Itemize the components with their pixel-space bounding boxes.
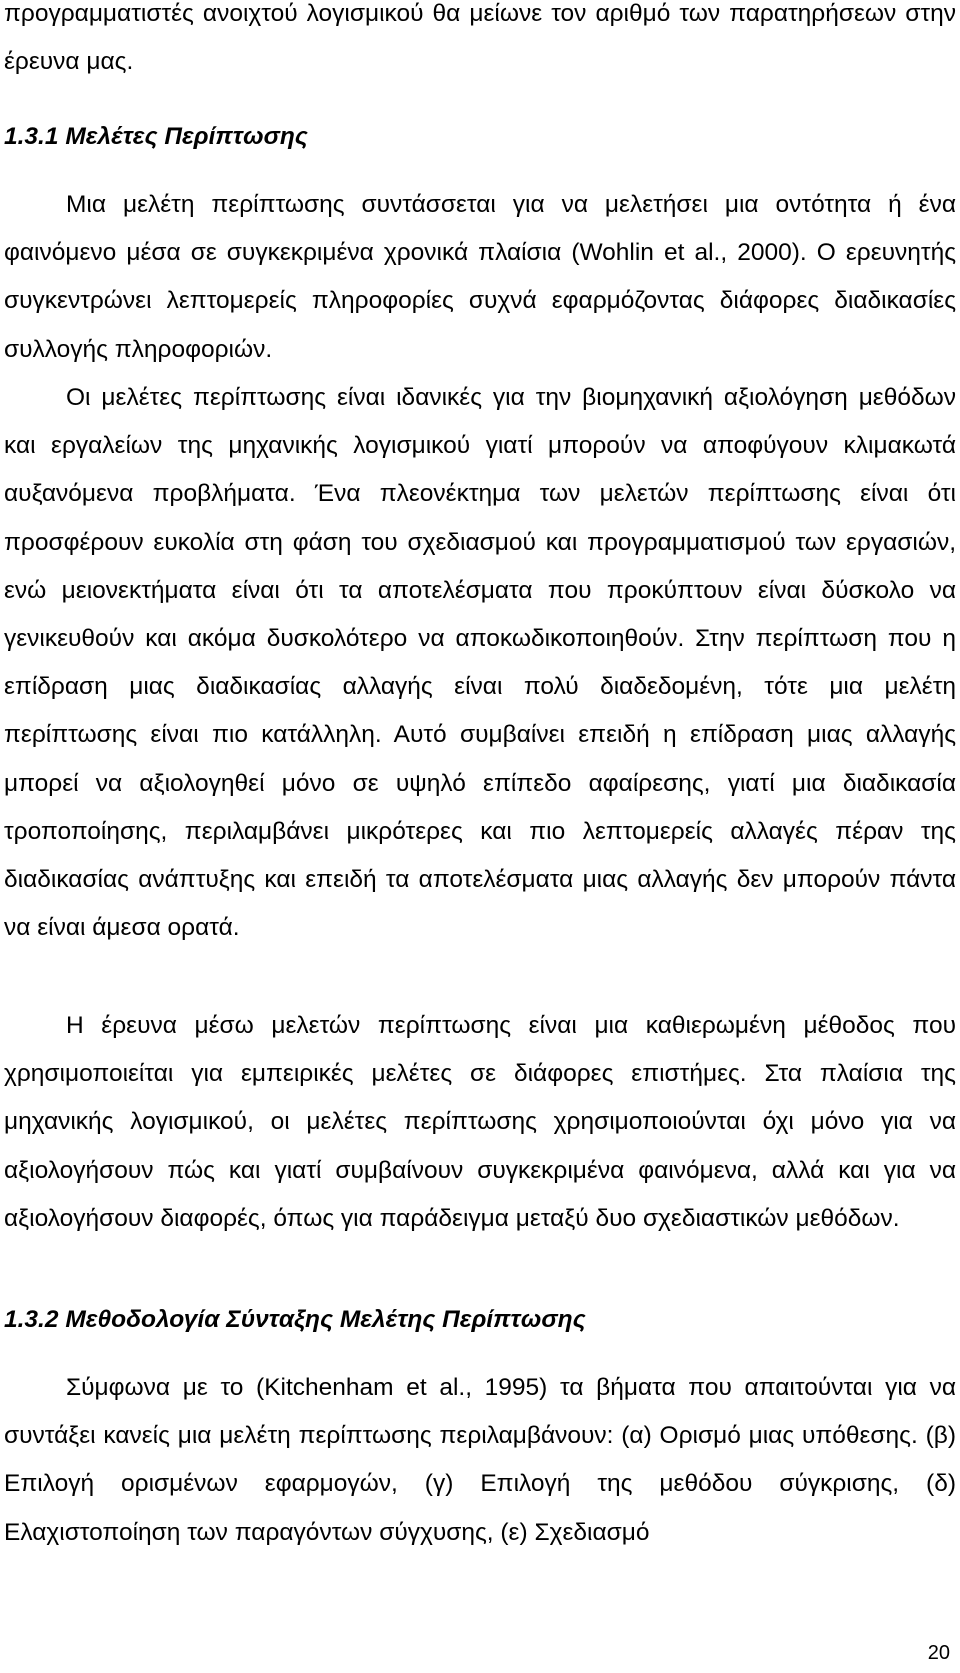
paragraph-case-study-advantages: Οι μελέτες περίπτωσης είναι ιδανικές για την βιομηχανική αξιολόγηση μεθόδων και εργαλείων της μηχανικής λογισμικού γιατί μπορούν να αποφύγουν κλιμακωτά αυξανόμενα προβλήματα. Ένα πλεονέκτημα των μελετών περίπτωσης είναι ότι προσφέρουν ευκολία στη φάση του σχεδιασμού και προγραμματισμού των εργασιών, ενώ μειονεκτήματα είναι ότι τα αποτελέσματα που προκύπτουν είναι δύσκολο να γενικευθούν και ακόμα δυσκολότερο να αποκωδικοποιηθούν. Στην περίπτωση που η επίδραση μιας διαδικασίας αλλαγής είναι πολύ διαδεδομένη, τότε μια μελέτη περίπτωσης είναι πιο κατάλληλη. Αυτό συμβαίνει επειδή η επίδραση μιας αλλαγής μπορεί να αξιολογηθεί μόνο σε υψηλό επίπεδο αφαίρεσης, γιατί μια διαδικασία τροποποίησης, περιλαμβάνει μικρότερες και πιο λεπτομερείς αλλαγές πέραν της διαδικασίας ανάπτυξης και επειδή τα αποτελέσματα μιας αλλαγής δεν μπορούν πάντα να είναι άμεσα ορατά. <box>4 384 956 942</box>
paragraph-case-study-definition: Μια μελέτη περίπτωσης συντάσσεται για να μελετήσει μια οντότητα ή ένα φαινόμενο μέσα σε συγκεκριμένα χρονικά πλαίσια (Wohlin et al., 2000). Ο ερευνητής συγκεντρώνει λεπτομερείς πληροφορίες συχνά εφαρμόζοντας διάφορες διαδικασίες συλλογής πληροφοριών. <box>4 191 956 363</box>
section-number: 1.3.2 <box>4 1306 59 1333</box>
document-page <box>4 0 956 1673</box>
page-number: 20 <box>927 1642 950 1664</box>
section-heading-1-3-2 <box>4 1296 956 1344</box>
section-title: Μεθοδολογία Σύνταξης Μελέτης Περίπτωσης <box>65 1306 586 1333</box>
paragraph-case-study-research: Η έρευνα μέσω μελετών περίπτωσης είναι μια καθιερωμένη μέθοδος που χρησιμοποιείται για εμπειρικές μελέτες σε διάφορες επιστήμες. Στα πλαίσια της μηχανικής λογισμικού, οι μελέτες περίπτωσης χρησιμοποιούνται όχι μόνο για να αξιολογήσουν πώς και γιατί συμβαίνουν συγκεκριμένα φαινόμενα, αλλά και για να αξιολογήσουν διαφορές, όπως για παράδειγμα μεταξύ δυο σχεδιαστικών μεθόδων. <box>4 1012 956 1232</box>
paragraph-continuation: προγραμματιστές ανοιχτού λογισμικού θα μείωνε τον αριθμό των παρατηρήσεων στην έρευνα μας. <box>4 0 956 76</box>
section-number: 1.3.1 <box>4 123 59 150</box>
section-title: Μελέτες Περίπτωσης <box>65 123 308 150</box>
section-heading-1-3-1 <box>4 113 956 161</box>
paragraph-methodology-steps: Σύμφωνα με το (Kitchenham et al., 1995) τα βήματα που απαιτούνται για να συντάξει κανείς μια μελέτη περίπτωσης περιλαμβάνουν: (α) Ορισμό μιας υπόθεσης. (β) Επιλογή ορισμένων εφαρμογών, (γ) Επιλογή της μεθόδου σύγκρισης, (δ) Ελαχιστοποίηση των παραγόντων σύγχυσης, (ε) Σχεδιασμό <box>4 1374 956 1546</box>
